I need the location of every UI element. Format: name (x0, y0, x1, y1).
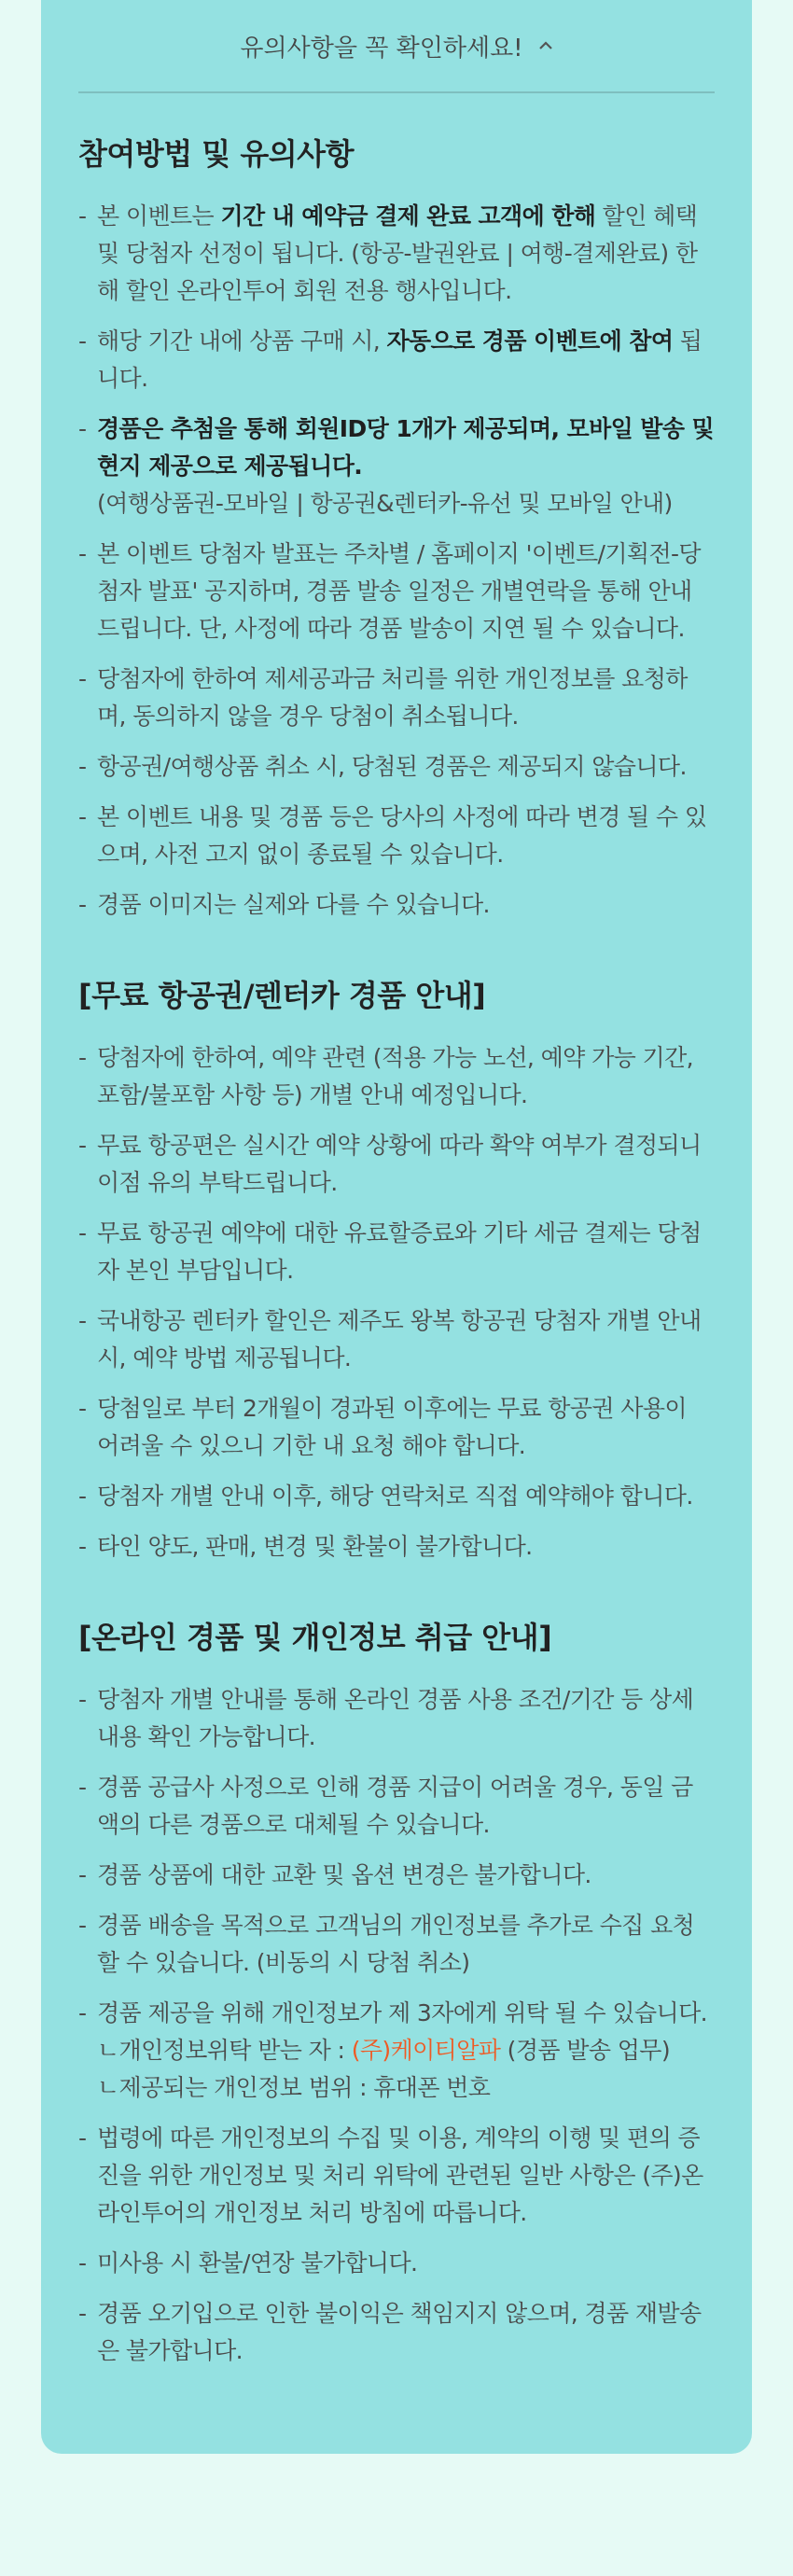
list-item: - 경품 배송을 목적으로 고객님의 개인정보를 추가로 수집 요청 할 수 있습니다. (비동의 시 당첨 취소) (78, 1907, 715, 1982)
list-item: - 본 이벤트는 기간 내 예약금 결제 완료 고객에 한해 할인 혜택 및 당첨자 선정이 됩니다. (항공-발권완료 | 여행-결제완료) 한해 할인 온라인투어 회원 전용 행사입니다. (78, 198, 715, 310)
section-online-privacy (78, 1614, 715, 2370)
list-item: - 경품 공급사 사정으로 인해 경품 지급이 어려울 경우, 동일 금액의 다른 경품으로 대체될 수 있습니다. (78, 1769, 715, 1844)
list-item: - 당첨자에 한하여, 예약 관련 (적용 가능 노선, 예약 가능 기간, 포함/불포함 사항 등) 개별 안내 예정입니다. (78, 1039, 715, 1114)
list-item: - 경품 이미지는 실제와 다를 수 있습니다. (78, 886, 715, 924)
list-item: - 당첨자 개별 안내를 통해 온라인 경품 사용 조건/기간 등 상세 내용 확인 가능합니다. (78, 1681, 715, 1756)
section-title: [온라인 경품 및 개인정보 취급 안내] (78, 1620, 552, 1655)
list-item: - 무료 항공권 예약에 대한 유료할증료와 기타 세금 결제는 당첨자 본인 부담입니다. (78, 1215, 715, 1289)
list-item: - 국내항공 렌터카 할인은 제주도 왕복 항공권 당첨자 개별 안내 시, 예약 방법 제공됩니다. (78, 1302, 715, 1377)
section-free-flight (78, 972, 715, 1566)
consignee-name: (주)케이티알파 (351, 2037, 501, 2064)
section-title: 참여방법 및 유의사항 (78, 136, 354, 172)
list-item: - 경품 오기입으로 인한 불이익은 책임지지 않으며, 경품 재발송은 불가합니다. (78, 2295, 715, 2370)
list-item: - 항공권/여행상품 취소 시, 당첨된 경품은 제공되지 않습니다. (78, 748, 715, 786)
list-item: - 본 이벤트 당첨자 발표는 주차별 / 홈페이지 '이벤트/기획전-당첨자 발표' 공지하며, 경품 발송 일정은 개별연락을 통해 안내 드립니다. 단, 사정에 따라 경품 발송이 지연 될 수 있습니다. (78, 536, 715, 647)
list-item: - 당첨자에 한하여 제세공과금 처리를 위한 개인정보를 요청하며, 동의하지 않을 경우 당첨이 취소됩니다. (78, 661, 715, 735)
notice-panel (41, 0, 752, 2454)
section-participation (78, 131, 715, 924)
list-item: - 해당 기간 내에 상품 구매 시, 자동으로 경품 이벤트에 참여 됩니다. (78, 323, 715, 397)
list-item: - 법령에 따른 개인정보의 수집 및 이용, 계약의 이행 및 편의 증진을 위한 개인정보 및 처리 위탁에 관련된 일반 사항은 (주)온라인투어의 개인정보 처리 방침에 따릅니다. (78, 2120, 715, 2232)
list-item: - 당첨일로 부터 2개월이 경과된 이후에는 무료 항공권 사용이 어려울 수 있으니 기한 내 요청 해야 합니다. (78, 1390, 715, 1465)
chevron-up-icon (538, 38, 553, 53)
list-item: - 당첨자 개별 안내 이후, 해당 연락처로 직접 예약해야 합니다. (78, 1478, 715, 1515)
list-item: - 경품 제공을 위해 개인정보가 제 3자에게 위탁 될 수 있습니다. ㄴ개인정보위탁 받는 자 : (주)케이티알파 (경품 발송 업무) ㄴ제공되는 개인정보 범위 : 휴대폰 번호 (78, 1995, 715, 2107)
notice-toggle[interactable] (78, 0, 715, 93)
list-item: - 본 이벤트 내용 및 경품 등은 당사의 사정에 따라 변경 될 수 있으며, 사전 고지 없이 종료될 수 있습니다. (78, 799, 715, 873)
list-item: - 무료 항공편은 실시간 예약 상황에 따라 확약 여부가 결정되니 이점 유의 부탁드립니다. (78, 1127, 715, 1202)
list-item: - 경품 상품에 대한 교환 및 옵션 변경은 불가합니다. (78, 1857, 715, 1894)
list-item: - 경품은 추첨을 통해 회원ID당 1개가 제공되며, 모바일 발송 및 현지 제공으로 제공됩니다. (여행상품권-모바일 | 항공권&렌터카-유선 및 모바일 안내) (78, 411, 715, 522)
section-title: [무료 항공권/렌터카 경품 안내] (78, 978, 486, 1013)
list-item: - 타인 양도, 판매, 변경 및 환불이 불가합니다. (78, 1528, 715, 1566)
list-item: - 미사용 시 환불/연장 불가합니다. (78, 2245, 715, 2282)
notice-toggle-label: 유의사항을 꼭 확인하세요! (240, 34, 523, 63)
